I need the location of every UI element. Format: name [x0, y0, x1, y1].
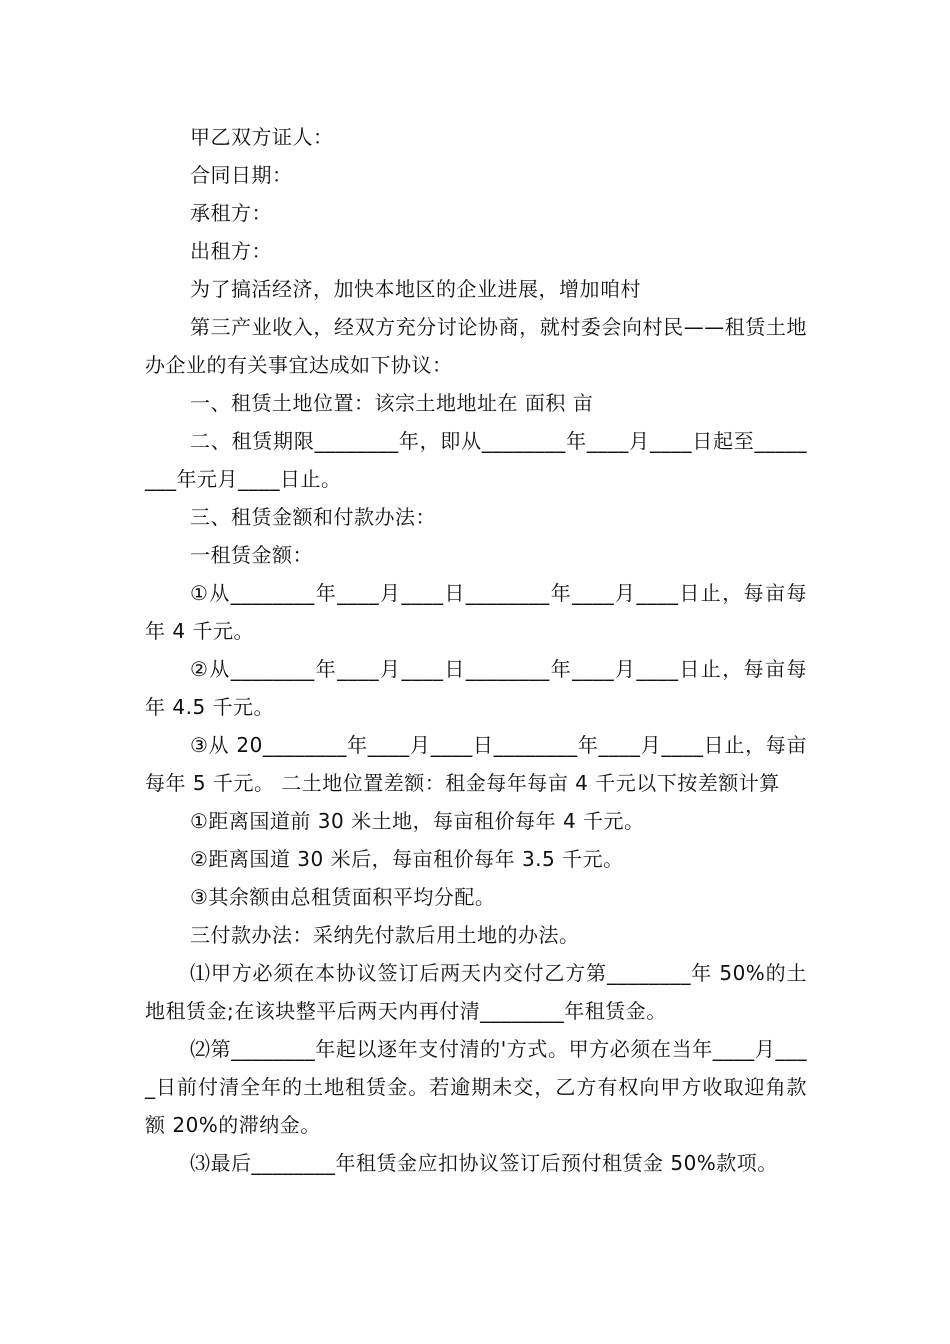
preamble-paragraph-2: 第三产业收入，经双方充分讨论协商，就村委会向村民——租赁土地办企业的有关事宜达成如下协议：: [145, 315, 807, 377]
payment-item-3: ⑶最后________年租赁金应扣协议签订后预付租赁金 50%款项。: [190, 1151, 778, 1175]
location-diff-item-3: ③其余额由总租赁面积平均分配。: [190, 885, 496, 909]
rent-amount-heading: 一租赁金额：: [190, 543, 313, 567]
contract-date-line: 合同日期：: [190, 163, 293, 187]
clause-payment-heading: 三、租赁金额和付款办法：: [190, 505, 436, 529]
location-diff-item-2: ②距离国道 30 米后，每亩租价每年 3.5 千元。: [190, 847, 624, 871]
lessee-line: 承租方：: [190, 201, 272, 225]
payment-item-1: ⑴甲方必须在本协议签订后两天内交付乙方第________年 50%的土地租赁金;在该块整平后两天内再付清________年租赁金。: [145, 961, 807, 1023]
document-body: [145, 118, 807, 1182]
rent-item-2: ②从________年____月____日________年____月____日止，每亩每年 4.5 千元。: [145, 657, 807, 719]
payment-method-heading: 三付款办法：采纳先付款后用土地的办法。: [190, 923, 580, 947]
preamble-paragraph-1: 为了搞活经济，加快本地区的企业进展，增加咱村: [190, 277, 641, 301]
rent-item-3: ③从 20________年____月____日________年____月____日止，每亩每年 5 千元。 二土地位置差额：租金每年每亩 4 千元以下按差额计算: [145, 733, 807, 795]
location-diff-item-1: ①距离国道前 30 米土地，每亩租价每年 4 千元。: [190, 809, 645, 833]
clause-term: 二、租赁期限________年，即从________年____月____日起至________年元月____日止。: [145, 429, 807, 491]
clause-location: 一、租赁土地位置：该宗土地地址在 面积 亩: [190, 391, 594, 415]
witness-line: 甲乙双方证人：: [190, 125, 334, 149]
rent-item-1: ①从________年____月____日________年____月____日止，每亩每年 4 千元。: [145, 581, 807, 643]
payment-item-2: ⑵第________年起以逐年支付清的'方式。甲方必须在当年____月____日前付清全年的土地租赁金。若逾期未交，乙方有权向甲方收取迎角款额 20%的滞纳金。: [145, 1037, 807, 1137]
lessor-line: 出租方：: [190, 239, 272, 263]
